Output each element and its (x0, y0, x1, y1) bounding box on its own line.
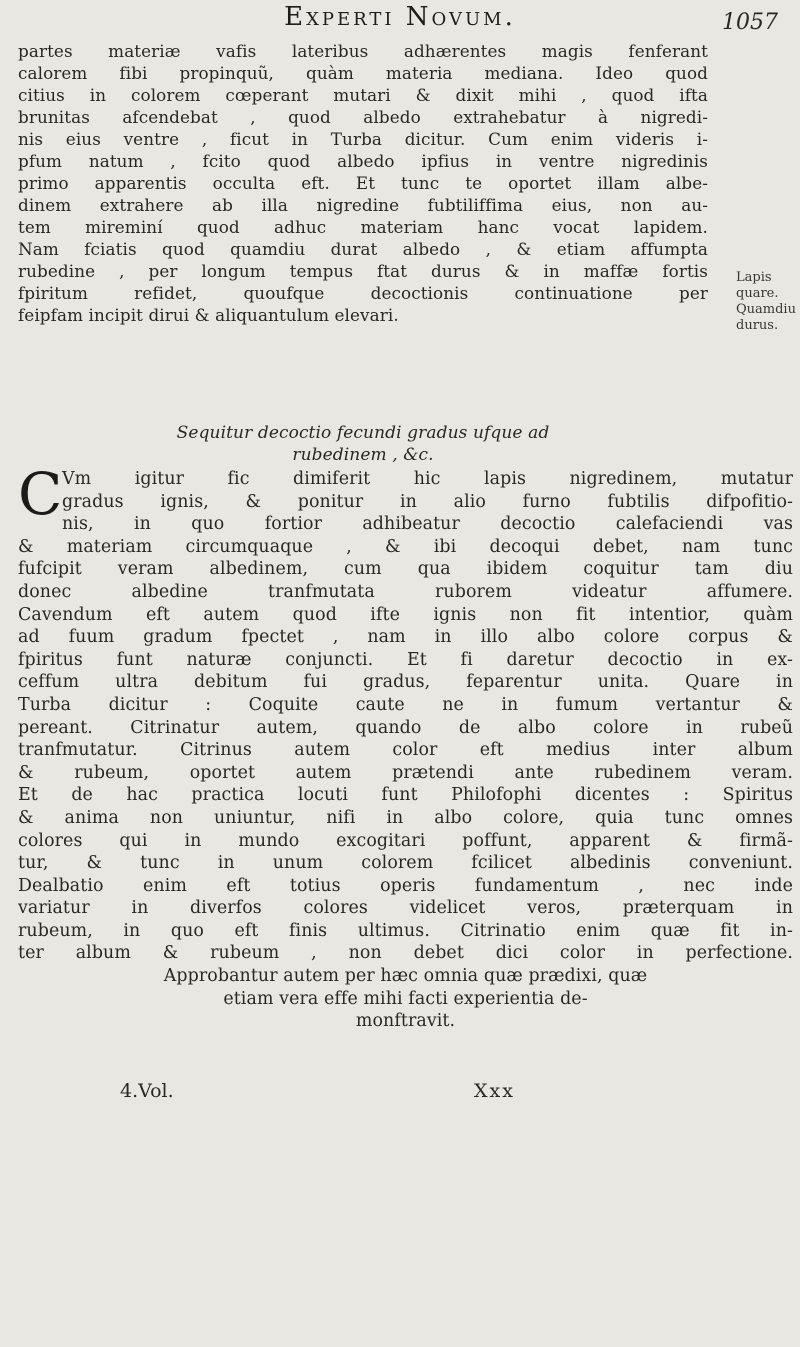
text-line: pfum natum , fcito quod albedo ipfius in ventre nigredinis (18, 151, 708, 171)
text-line: Approbantur autem per hæc omnia quæ prædixi, quæ (163, 966, 648, 987)
text-line: Vm igitur fic dimiferit hic lapis nigredinem, mutatur (62, 469, 793, 489)
text-line: gradus ignis, & ponitur in alio furno fubtilis difpofitio- (62, 491, 793, 512)
text-line: citius in colorem cœperant mutari & dixit mihi , quod ifta (18, 85, 708, 105)
text-line: donec albedine tranfmutata ruborem videatur affumere. (18, 581, 793, 602)
text-line: tranfmutatur. Citrinus autem color eft medius inter album (18, 740, 793, 761)
text-line: & materiam circumquaque , & ibi decoqui debet, nam tunc (18, 536, 793, 557)
text-line: variatur in diverfos colores videlicet veros, præterquam in (18, 898, 793, 919)
text-line: monftravit. (355, 1011, 456, 1032)
catchword: Xxx (474, 1080, 515, 1102)
text-line: tem mireminí quod adhuc materiam hanc vocat lapidem. (18, 217, 708, 237)
text-line: brunitas afcendebat , quod albedo extrahebatur à nigredi- (18, 107, 708, 127)
drop-cap: C (18, 460, 63, 528)
paragraph-intro (18, 40, 708, 326)
text-line: fufcipit veram albedinem, cum qua ibidem coquitur tam diu (18, 559, 793, 580)
text-line: tur, & tunc in unum colorem fcilicet albedinis conveniunt. (18, 853, 793, 874)
margin-note-line: Lapis (736, 270, 772, 285)
heading-line: Sequitur decoctio fecundi gradus ufque ad (176, 423, 550, 443)
margin-note-line: durus. (736, 318, 779, 333)
text-line: & anima non uniuntur, nifi in albo colore, quia tunc omnes (18, 807, 793, 828)
text-line: partes materiæ vafis lateribus adhærentes magis fenferant (18, 41, 708, 61)
text-line: Cavendum eft autem quod ifte ignis non fit intentior, quàm (18, 604, 793, 625)
page-header (0, 2, 800, 40)
margin-note-line: Quamdiu (736, 302, 796, 317)
section-body (18, 460, 793, 1033)
page-footer (0, 1080, 800, 1110)
text-line: ad fuum gradum fpectet , nam in illo albo colore corpus & (18, 627, 793, 648)
text-line: Et de hac practica locuti funt Philofophi dicentes : Spiritus (18, 785, 793, 806)
text-line: rubeum, in quo eft finis ultimus. Citrinatio enim quæ fit in- (18, 920, 793, 941)
text-line: rubedine , per longum tempus ftat durus & in maffæ fortis (18, 261, 708, 281)
text-line: calorem fibi propinquũ, quàm materia mediana. Ideo quod (18, 63, 708, 83)
text-line: Nam fciatis quod quamdiu durat albedo , & etiam affumpta (18, 239, 708, 259)
text-line: fpiritus funt naturæ conjuncti. Et fi daretur decoctio in ex- (18, 649, 793, 670)
text-line: nis eius ventre , ficut in Turba dicitur. Cum enim videris i- (18, 129, 708, 149)
text-line: ter album & rubeum , non debet dici color in perfectione. (18, 943, 793, 964)
text-line: primo apparentis occulta eft. Et tunc te oportet illam albe- (18, 173, 708, 193)
text-line: dinem extrahere ab illa nigredine fubtiliffima eius, non au- (18, 195, 708, 215)
text-line: nis, in quo fortior adhibeatur decoctio calefaciendi vas (62, 514, 793, 535)
text-line: pereant. Citrinatur autem, quando de albo colore in rubeũ (18, 717, 793, 738)
text-line: Dealbatio enim eft totius operis fundamentum , nec inde (18, 875, 793, 896)
text-line: colores qui in mundo excogitari poffunt, apparent & firmã- (18, 830, 793, 851)
running-title: Experti Novum. (284, 2, 516, 32)
signature-mark: 4.Vol. (120, 1080, 174, 1102)
text-line: & rubeum, oportet autem prætendi ante rubedinem veram. (18, 762, 793, 783)
margin-note (736, 270, 800, 334)
text-line: Turba dicitur : Coquite caute ne in fumum vertantur & (18, 694, 793, 715)
text-line: fpiritum refidet, quoufque decoctionis continuatione per (18, 283, 708, 303)
page-number: 1057 (722, 10, 778, 35)
text-line: ceffum ultra debitum fui gradus, feparentur unita. Quare in (18, 672, 793, 693)
text-line: feipfam incipit dirui & aliquantulum elevari. (18, 305, 399, 325)
margin-note-line: quare. (736, 286, 779, 301)
section-heading (18, 422, 708, 466)
heading-line: rubedinem , &c. (292, 445, 434, 465)
text-line: etiam vera effe mihi facti experientia de- (223, 988, 588, 1009)
